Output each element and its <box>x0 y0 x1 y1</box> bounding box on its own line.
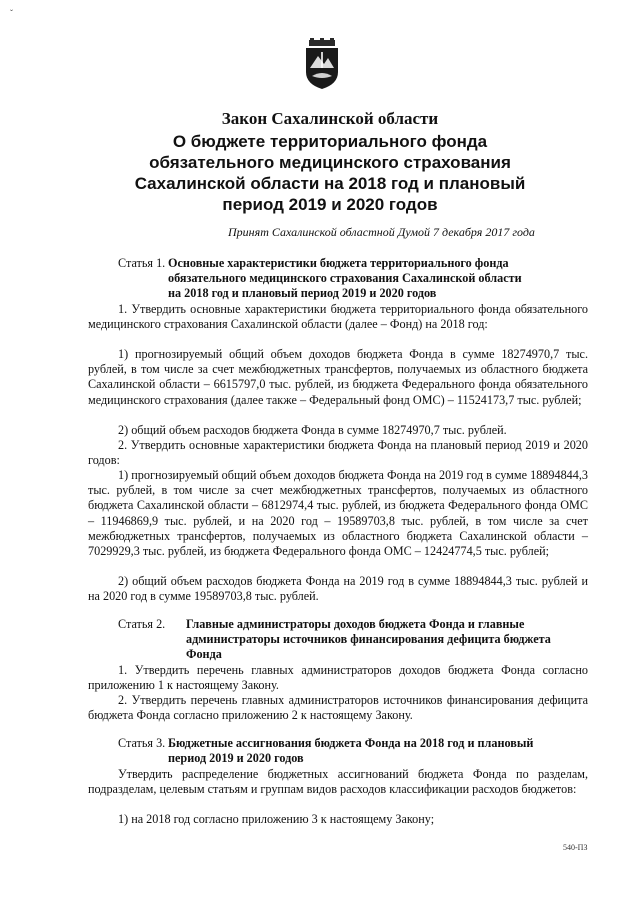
footer-code: 540-ПЗ <box>563 843 588 852</box>
law-subtitle-line: период 2019 и 2020 годов <box>222 195 438 214</box>
law-title: Закон Сахалинской области <box>221 109 439 128</box>
article-1-paragraph-1: 1. Утвердить основные характеристики бюджета территориального фонда обязательного медицинского страхования Сахалинской области (далее – Фонд) на 2018 год: <box>88 302 588 332</box>
article-1-item-2-2: 2) общий объем расходов бюджета Фонда на 2019 год в сумме 18894844,3 тыс. рублей и на 2020 год в сумме 19589703,8 тыс. рублей. <box>88 574 588 604</box>
article-2-heading-line: Фонда <box>186 647 222 661</box>
article-2-paragraph-2: 2. Утвердить перечень главных администраторов источников финансирования дефицита бюджета Фонда согласно приложению 2 к настоящему Закону. <box>88 693 588 723</box>
article-1-label: Статья 1. <box>118 256 166 270</box>
article-3-heading-line: Бюджетные ассигнования бюджета Фонда на 2018 год и плановый <box>168 736 534 750</box>
article-2-label: Статья 2. <box>118 617 166 631</box>
article-2-heading-line: администраторы источников финансирования дефицита бюджета <box>186 632 551 646</box>
article-3-heading-line: период 2019 и 2020 годов <box>168 751 304 765</box>
article-1-item-1: 1) прогнозируемый общий объем доходов бюджета Фонда в сумме 18274970,7 тыс. рублей, в том числе за счет межбюджетных трансфертов, получаемых из областного бюджета Сахалинской области – 6615797,0 тыс. рублей, из бюджета Федерального фонда обязательного медицинского страхования (далее также – Федеральный фонд ОМС) – 11524173,7 тыс. рублей; <box>88 347 588 407</box>
corner-mark: ˇ <box>10 8 13 18</box>
article-1-heading-line: обязательного медицинского страхования Сахалинской области <box>168 271 522 285</box>
article-1-paragraph-2: 2. Утвердить основные характеристики бюджета Фонда на плановый период 2019 и 2020 годов: <box>88 438 588 468</box>
article-1-item-2-1: 1) прогнозируемый общий объем доходов бюджета Фонда на 2019 год в сумме 18894844,3 тыс. рублей, в том числе за счет межбюджетных трансфертов, получаемых из областного бюджета Сахалинской области – 6812974,4 тыс. рублей, из бюджета Федерального фонда ОМС – 11946869,9 тыс. рублей, и на 2020 год – 19589703,8 тыс. рублей, в том числе за счет межбюджетных трансфертов, получаемых из областного бюджета Сахалинской области – 7029929,3 тыс. рублей, из бюджета Федерального фонда ОМС – 12424774,5 тыс. рублей; <box>88 468 588 559</box>
article-3-label: Статья 3. <box>118 736 166 750</box>
article-2-heading-line: Главные администраторы доходов бюджета Фонда и главные <box>186 617 525 631</box>
emblem-crown <box>309 38 335 46</box>
adoption-note: Принят Сахалинской областной Думой 7 декабря 2017 года <box>228 225 535 239</box>
article-1-heading-line: на 2018 год и плановый период 2019 и 2020 годов <box>168 286 437 300</box>
article-2-paragraph-1: 1. Утвердить перечень главных администраторов доходов бюджета Фонда согласно приложению 1 к настоящему Закону. <box>88 663 588 693</box>
law-subtitle-line: Сахалинской области на 2018 год и плановый <box>134 174 526 193</box>
article-3-item-1: 1) на 2018 год согласно приложению 3 к настоящему Закону; <box>118 812 435 826</box>
law-subtitle-line: О бюджете территориального фонда <box>172 132 488 151</box>
article-3-paragraph-1: Утвердить распределение бюджетных ассигнований бюджета Фонда по разделам, подразделам, целевым статьям и группам видов расходов классификации расходов бюджетов: <box>88 767 588 797</box>
sakhalin-coat-of-arms-icon <box>300 38 344 90</box>
article-1-heading-line: Основные характеристики бюджета территориального фонда <box>168 256 509 270</box>
article-1-item-2: 2) общий объем расходов бюджета Фонда в сумме 18274970,7 тыс. рублей. <box>118 423 507 437</box>
law-subtitle-line: обязательного медицинского страхования <box>149 153 511 172</box>
